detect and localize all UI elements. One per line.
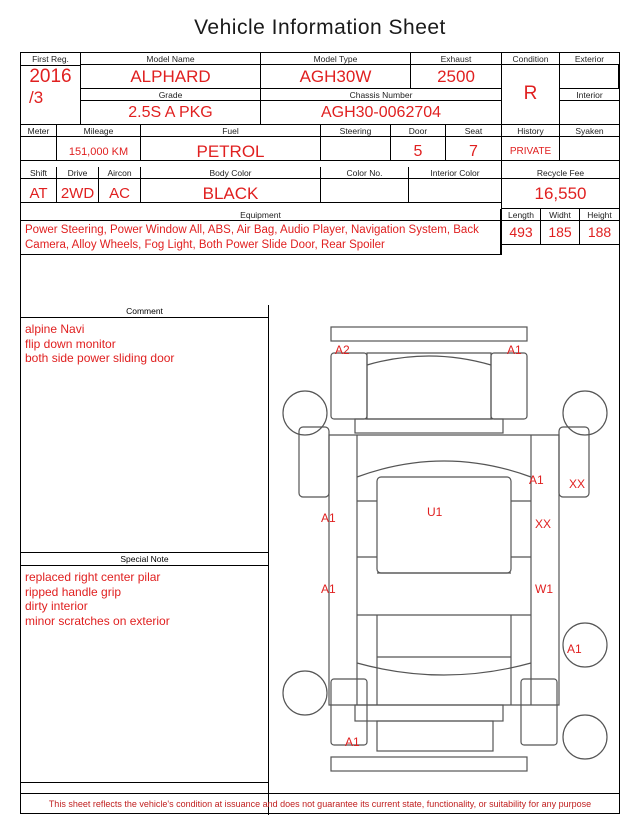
damage-mark: A2 <box>335 343 350 357</box>
interior-color-label: Interior Color <box>409 167 501 179</box>
spec-section <box>21 53 619 255</box>
special-note-line: minor scratches on exterior <box>25 613 170 628</box>
exhaust-label: Exhaust <box>411 53 501 65</box>
special-note-line: dirty interior <box>25 599 88 613</box>
damage-mark: XX <box>535 517 552 531</box>
comment-body <box>21 318 268 368</box>
condition-label: Condition <box>502 53 560 65</box>
special-note-box <box>21 553 268 783</box>
vehicle-damage-diagram <box>269 305 619 815</box>
sheet-frame <box>20 52 620 814</box>
special-note-line: replaced right center pilar <box>25 570 161 584</box>
body-color-label: Body Color <box>141 167 321 179</box>
special-note-body <box>21 566 268 630</box>
mileage-label: Mileage <box>57 125 141 137</box>
color-no-label: Color No. <box>321 167 409 179</box>
exterior-label: Exterior <box>560 53 619 65</box>
history-value: PRIVATE <box>502 137 560 161</box>
damage-mark: A1 <box>507 343 522 357</box>
exterior-value <box>560 65 619 89</box>
drive-value: 2WD <box>57 179 99 203</box>
first-reg-year: 2016 <box>29 66 72 87</box>
lower-section <box>21 305 619 815</box>
shift-label: Shift <box>21 167 57 179</box>
comment-line: both side power sliding door <box>25 351 175 365</box>
seat-value: 7 <box>446 137 501 161</box>
equipment-value: Power Steering, Power Window All, ABS, Air Bag, Audio Player, Navigation System, Back Camera, Alloy Wheels, Fog Light, Both Power Slide Door, Rear Spoiler <box>25 224 479 251</box>
length-value: 493 <box>502 221 541 245</box>
drive-label: Drive <box>57 167 99 179</box>
condition-value-cell <box>502 65 560 125</box>
damage-mark: W1 <box>535 582 553 596</box>
seat-label: Seat <box>446 125 501 137</box>
damage-mark: A1 <box>321 582 336 596</box>
aircon-label: Aircon <box>99 167 141 179</box>
recycle-fee-value: 16,550 <box>502 179 619 209</box>
notes-column <box>21 305 269 815</box>
damage-mark: XX <box>569 477 586 491</box>
steering-value <box>321 137 391 161</box>
height-value: 188 <box>580 221 619 245</box>
body-color-value: BLACK <box>141 179 321 203</box>
damage-mark: A1 <box>529 473 544 487</box>
equipment-label: Equipment <box>21 209 501 221</box>
length-label: Length <box>502 209 541 221</box>
fuel-value: PETROL <box>141 137 321 161</box>
exhaust-value: 2500 <box>411 65 501 89</box>
meter-value <box>21 137 57 161</box>
damage-mark: A1 <box>321 511 336 525</box>
steering-label: Steering <box>321 125 391 137</box>
grade-value: 2.5S A PKG <box>81 101 261 125</box>
damage-mark: U1 <box>427 505 443 519</box>
height-label: Height <box>580 209 619 221</box>
model-name-value: ALPHARD <box>81 65 261 89</box>
model-type-value: AGH30W <box>261 65 411 89</box>
door-value: 5 <box>391 137 446 161</box>
comment-header: Comment <box>21 305 268 318</box>
footer-disclaimer: This sheet reflects the vehicle's condition at issuance and does not guarantee its current state, functionality, or suitability for any purpose <box>21 793 619 813</box>
shift-value: AT <box>21 179 57 203</box>
color-no-value <box>321 179 409 203</box>
recycle-fee-label: Recycle Fee <box>502 167 619 179</box>
damage-mark: A1 <box>345 735 360 749</box>
special-note-line: ripped handle grip <box>25 584 122 599</box>
syaken-value <box>560 137 619 161</box>
page-title: Vehicle Information Sheet <box>194 16 446 39</box>
width-label: Widht <box>541 209 580 221</box>
interior-value <box>560 101 619 125</box>
fuel-label: Fuel <box>141 125 321 137</box>
damage-mark: A1 <box>567 642 582 656</box>
mileage-value: 151,000 KM <box>57 137 141 161</box>
aircon-value: AC <box>99 179 141 203</box>
syaken-label: Syaken <box>560 125 619 137</box>
model-type-label: Model Type <box>261 53 411 65</box>
vehicle-outline-svg <box>269 305 619 795</box>
equipment-value-cell <box>21 221 501 255</box>
interior-color-value <box>409 179 501 203</box>
chassis-label: Chassis Number <box>261 89 501 101</box>
first-registration-cell <box>21 53 81 125</box>
comment-box <box>21 305 268 553</box>
width-value: 185 <box>541 221 580 245</box>
history-label: History <box>502 125 560 137</box>
comment-line: alpine Navi <box>25 322 85 336</box>
first-reg-label: First Reg. <box>21 53 80 66</box>
comment-line: flip down monitor <box>25 336 116 351</box>
model-name-label: Model Name <box>81 53 261 65</box>
door-label: Door <box>391 125 446 137</box>
first-reg-month: /3 <box>29 88 44 107</box>
chassis-value: AGH30-0062704 <box>261 101 501 125</box>
interior-label: Interior <box>560 89 619 101</box>
meter-label: Meter <box>21 125 57 137</box>
grade-label: Grade <box>81 89 261 101</box>
condition-value: R <box>523 83 538 104</box>
special-note-header: Special Note <box>21 553 268 566</box>
